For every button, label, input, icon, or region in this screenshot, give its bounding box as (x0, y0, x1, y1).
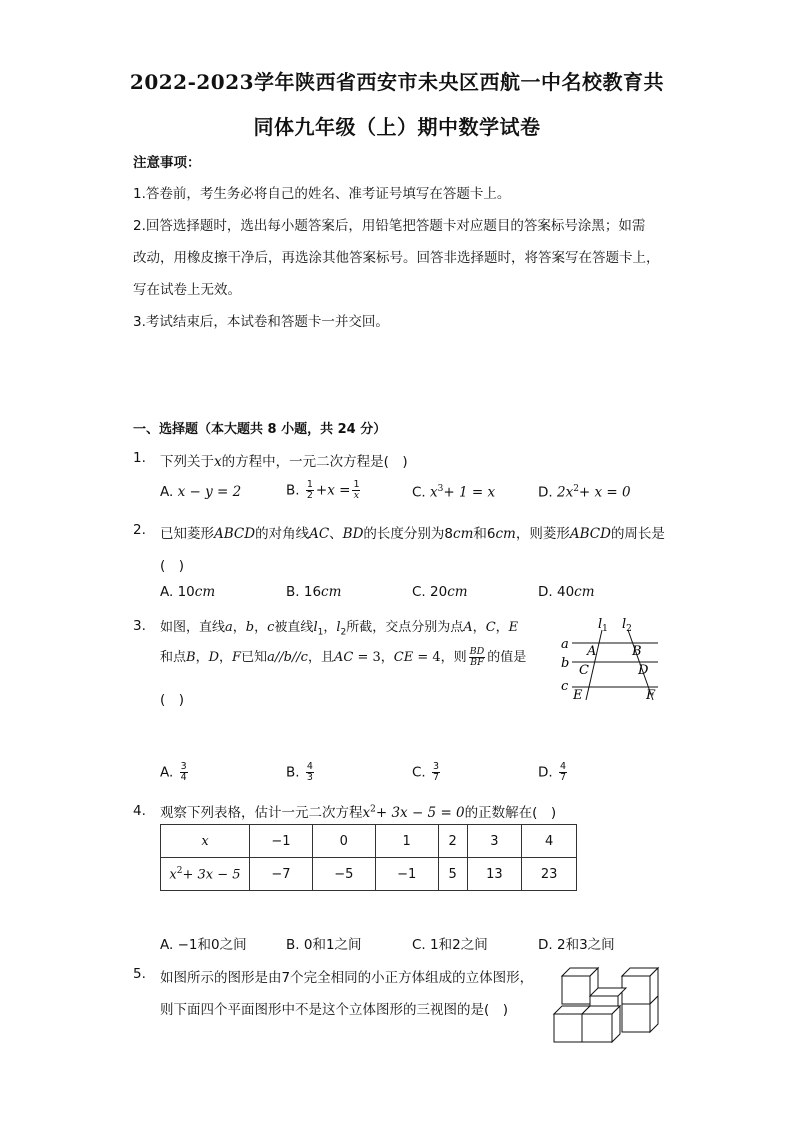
label-l1: $l_1$ (598, 617, 608, 634)
notice-item-2-end: 写在试卷上无效。 (133, 282, 241, 298)
q4-option-a[interactable]: A. −1和0之间 (160, 937, 247, 953)
q1-number: 1. (133, 450, 146, 466)
q3-option-c[interactable]: C. $\frac{3}{7}$ (412, 761, 440, 783)
table-cell: 1 (375, 825, 438, 858)
q5-stem-line-2: 则下面四个平面图形中不是这个立体图形的三视图的是( ) (160, 1002, 509, 1018)
label-A: A (587, 644, 597, 659)
q1-option-a[interactable]: A. x − y = 2 (160, 484, 242, 500)
q5-number: 5. (133, 966, 146, 982)
notice-item-1: 1.答卷前，考生务必将自己的姓名、准考证号填写在答题卡上。 (133, 186, 511, 202)
title-line-2: 同体九年级（上）期中数学试卷 (253, 115, 541, 139)
q4-option-d[interactable]: D. 2和3之间 (538, 937, 615, 953)
q2-option-c[interactable]: C. 20cm (412, 584, 468, 600)
notice-heading: 注意事项： (133, 155, 201, 171)
label-C: C (579, 663, 589, 678)
label-c: c (561, 679, 569, 694)
q3-option-d[interactable]: D. $\frac{4}{7}$ (538, 761, 567, 783)
label-D: D (638, 663, 649, 678)
table-row (161, 858, 577, 891)
q4-value-table (160, 824, 577, 891)
notice-item-2: 2.回答选择题时，选出每小题答案后，用铅笔把答题卡对应题目的答案标号涂黑；如需 (133, 218, 646, 234)
q4-option-b[interactable]: B. 0和1之间 (286, 937, 362, 953)
table-cell: 0 (312, 825, 375, 858)
table-head-x: x (161, 825, 250, 858)
table-cell: 2 (438, 825, 467, 858)
q4-stem: 观察下列表格，估计一元二次方程$x^2+ 3x - 5 = 0$的正数解在( ) (160, 804, 557, 821)
cube-icon (622, 968, 658, 1004)
label-l2: $l_2$ (622, 617, 632, 634)
q2-option-b[interactable]: B. 16cm (286, 584, 342, 600)
q3-paren: ( ) (160, 692, 185, 708)
label-F: F (646, 688, 656, 703)
label-b: b (561, 656, 570, 671)
table-cell: −7 (250, 858, 313, 891)
q4-number: 4. (133, 803, 146, 819)
q2-paren: ( ) (160, 558, 185, 574)
notice-item-3: 3.考试结束后，本试卷和答题卡一并交回。 (133, 314, 389, 330)
notice-item-2-cont: 改动，用橡皮擦干净后，再选涂其他答案标号。回答非选择题时，将答案写在答题卡上， (133, 250, 660, 266)
q3-stem-line-2: 和点B，D，F已知a//b//c，且AC = 3，CE = 4，则 $\frac{BD}{BF}$ 的值是 (160, 646, 527, 668)
q1-option-c[interactable]: C. $x^3+ 1 = x$ (412, 484, 496, 501)
table-row (161, 825, 577, 858)
q3-option-a[interactable]: A. $\frac{3}{4}$ (160, 761, 187, 783)
table-cell: 23 (522, 858, 577, 891)
q3-option-b[interactable]: B. $\frac{4}{3}$ (286, 761, 313, 783)
q1-option-b[interactable]: B. $\frac{1}{2}$ +x = $\frac{1}{x}$ (286, 479, 360, 501)
table-cell: 5 (438, 858, 467, 891)
q5-cube-figure (550, 962, 664, 1044)
q2-stem: 已知菱形ABCD的对角线AC、BD的长度分别为8cm和6cm，则菱形ABCD的周长是 (160, 526, 665, 542)
table-cell: −1 (250, 825, 313, 858)
table-cell: 4 (522, 825, 577, 858)
q2-option-a[interactable]: A. 10cm (160, 584, 216, 600)
table-cell: 13 (467, 858, 522, 891)
q1-option-d[interactable]: D. $2x^2+ x = 0$ (538, 484, 631, 501)
section-heading: 一、选择题（本大题共 8 小题，共 24 分） (133, 422, 387, 437)
q1-stem: 下列关于x的方程中，一元二次方程是( ) (160, 454, 408, 470)
q2-number: 2. (133, 522, 146, 538)
label-a: a (561, 637, 569, 652)
title-line-1: 2022-2023学年陕西省西安市未央区西航一中名校教育共 (129, 70, 665, 94)
q3-number: 3. (133, 618, 146, 634)
cube-icon (582, 1006, 620, 1042)
label-B: B (632, 644, 642, 659)
table-head-expr: $x^2+ 3x - 5$ (161, 858, 250, 891)
q5-stem-line-1: 如图所示的图形是由7个完全相同的小正方体组成的立体图形， (160, 970, 534, 986)
table-cell: −5 (312, 858, 375, 891)
table-cell: 3 (467, 825, 522, 858)
q4-option-c[interactable]: C. 1和2之间 (412, 937, 488, 953)
label-E: E (573, 688, 583, 703)
q3-parallel-lines-figure (558, 612, 662, 704)
table-cell: −1 (375, 858, 438, 891)
q3-stem-line-1: 如图，直线a，b，c被直线$l_1$，$l_2$所截，交点分别为点A，C，E (160, 620, 519, 638)
q2-option-d[interactable]: D. 40cm (538, 584, 595, 600)
cube-icon (590, 988, 626, 1006)
